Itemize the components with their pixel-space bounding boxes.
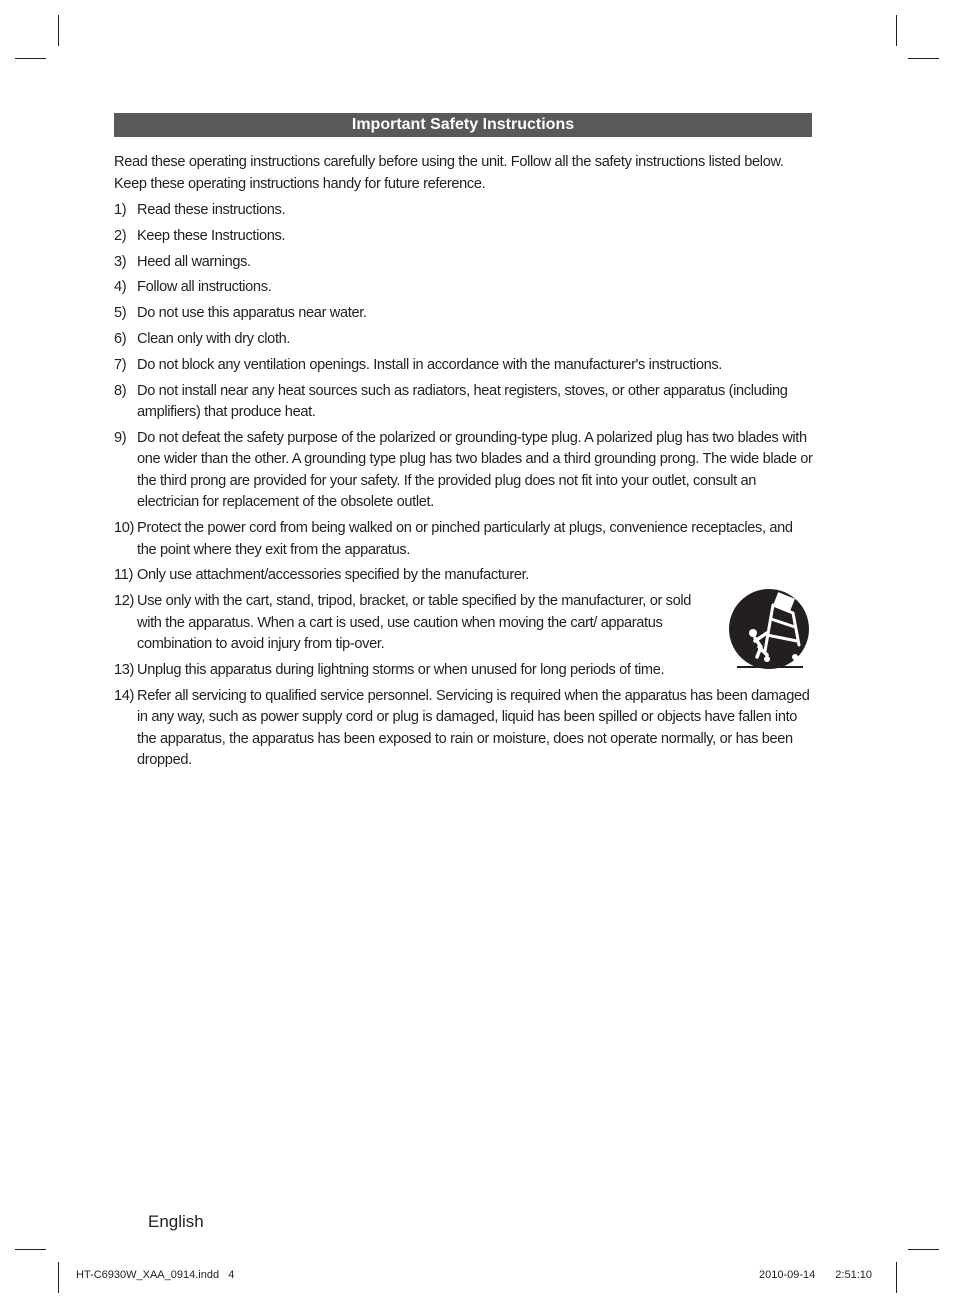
list-item [114, 252, 814, 274]
crop-mark [58, 15, 59, 46]
item-number: 4) [114, 279, 127, 296]
item-number: 5) [114, 305, 127, 322]
crop-mark [908, 58, 939, 59]
instruction-list [114, 200, 814, 772]
item-text: Do not block any ventilation openings. Install in accordance with the manufacturer's instructions. [137, 356, 723, 373]
item-number: 6) [114, 330, 127, 347]
item-text: Use only with the cart, stand, tripod, bracket, or table specified by the manufacturer, or sold with the apparatus. When a cart is used, use caution when moving the cart/ apparatus combination to avoid injury from tip-over. [137, 593, 692, 653]
list-item [114, 226, 814, 248]
slug-file-info [76, 1269, 234, 1281]
slug-page: 4 [228, 1269, 235, 1281]
item-text: Clean only with dry cloth. [137, 330, 291, 347]
list-item [114, 355, 814, 377]
list-item [114, 565, 814, 587]
slug-time: 2:51:10 [835, 1269, 872, 1281]
section-title-bar [114, 113, 812, 137]
item-number: 11) [114, 567, 133, 584]
list-item [114, 277, 814, 299]
item-number: 13) [114, 662, 135, 679]
crop-mark [896, 1262, 897, 1293]
list-item [114, 303, 814, 325]
list-item [114, 329, 814, 351]
item-number: 9) [114, 429, 127, 446]
section-title: Important Safety Instructions [351, 116, 575, 133]
item-number: 7) [114, 356, 127, 373]
item-text: Do not use this apparatus near water. [137, 305, 367, 322]
crop-mark [15, 58, 46, 59]
crop-mark [15, 1249, 46, 1250]
list-item [114, 591, 814, 656]
crop-mark [896, 15, 897, 46]
item-number: 3) [114, 253, 127, 270]
item-text: Refer all servicing to qualified service personnel. Servicing is required when the apparatus has been damaged in any way, such as power supply cord or plug is damaged, liquid has been spilled or objects have fallen into the apparatus, the apparatus has been exposed to rain or moisture, does not operate normally, or has been dropped. [137, 687, 810, 769]
document-body [114, 152, 814, 776]
item-text: Read these instructions. [137, 202, 286, 218]
intro-paragraph: Read these operating instructions carefully before using the unit. Follow all the safety instructions listed below. Keep these operating instructions handy for future reference. [114, 154, 784, 192]
item-number: 14) [114, 687, 135, 704]
slug-date: 2010-09-14 [759, 1269, 816, 1281]
item-text: Keep these Instructions. [137, 227, 286, 244]
list-item [114, 381, 814, 424]
item-number: 8) [114, 382, 127, 399]
list-item [114, 686, 814, 772]
item-number: 12) [114, 593, 135, 610]
footer-language: English [148, 1212, 204, 1231]
item-text: Follow all instructions. [137, 279, 272, 296]
list-item [114, 428, 814, 514]
item-text: Do not defeat the safety purpose of the polarized or grounding-type plug. A polarized plug has two blades with one wider than the other. A grounding type plug has two blades and a third grounding prong. The wide blade or the third prong are provided for your safety. If the provided plug does not fit into your outlet, consult an electrician for replacement of the obsolete outlet. [137, 429, 813, 511]
slug-filename: HT-C6930W_XAA_0914.indd [76, 1269, 220, 1281]
item-number: 2) [114, 227, 127, 244]
item-number: 1) [114, 202, 127, 218]
slug-timestamp [759, 1269, 872, 1281]
crop-mark [908, 1249, 939, 1250]
list-item [114, 660, 814, 682]
list-item [114, 518, 814, 561]
item-text: Only use attachment/accessories specified by the manufacturer. [137, 567, 529, 584]
crop-mark [58, 1262, 59, 1293]
cart-tip-over-warning-icon [727, 589, 811, 673]
item-text: Do not install near any heat sources such as radiators, heat registers, stoves, or other apparatus (including amplifiers) that produce heat. [137, 382, 788, 421]
item-text: Protect the power cord from being walked on or pinched particularly at plugs, convenience receptacles, and the point where they exit from the apparatus. [137, 520, 793, 558]
item-text: Unplug this apparatus during lightning storms or when unused for long periods of time. [137, 662, 665, 679]
item-number: 10) [114, 520, 135, 537]
item-text: Heed all warnings. [137, 253, 251, 270]
list-item [114, 200, 814, 222]
